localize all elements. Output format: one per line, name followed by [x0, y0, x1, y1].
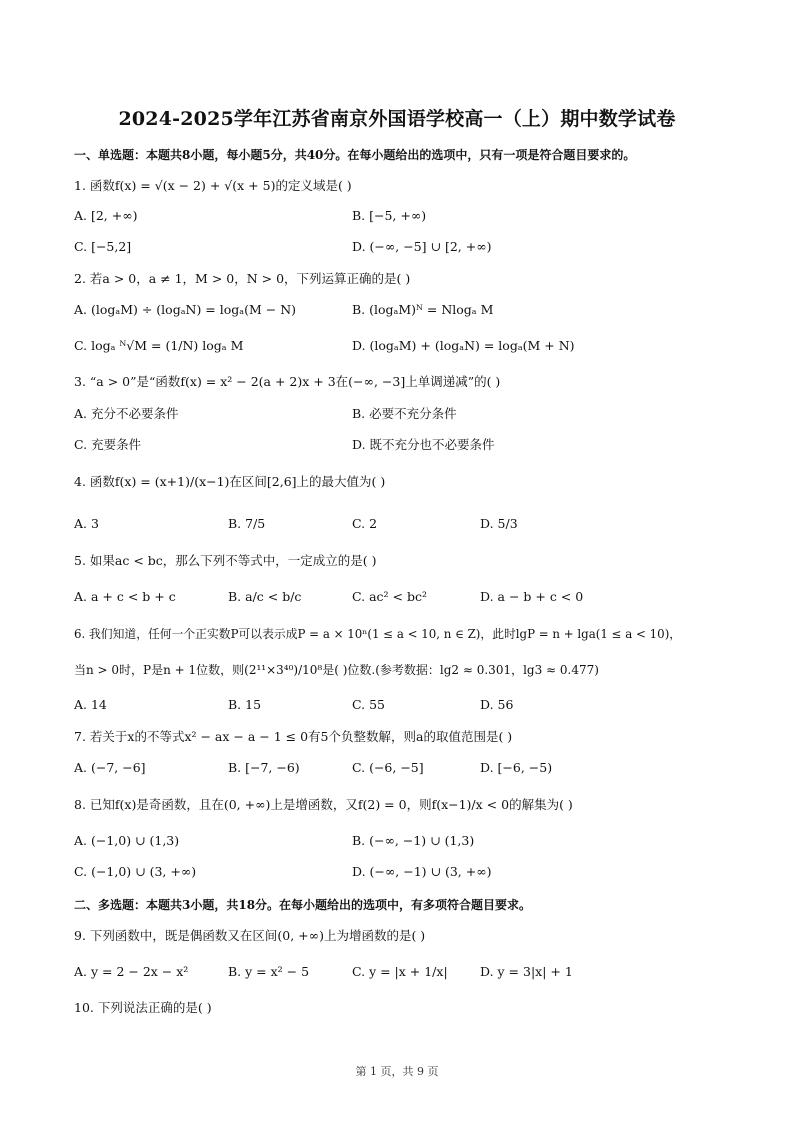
question-2-stem: 2. 若a > 0，a ≠ 1，M > 0，N > 0，下列运算正确的是( ): [74, 271, 411, 286]
question-9-stem: 9. 下列函数中，既是偶函数又在区间(0, +∞)上为增函数的是( ): [74, 928, 426, 943]
question-4-stem: 4. 函数f(x) = (x+1)/(x−1)在区间[2,6]上的最大值为( ): [74, 474, 386, 489]
question-7-option-a: A. (−7, −6]: [74, 760, 146, 775]
question-6-option-d: D. 56: [480, 697, 514, 712]
question-6-stem: 6. 我们知道，任何一个正实数P可以表示成P = a × 10ⁿ(1 ≤ a < 10, n ∈ Z)，此时lgP = n + lga(1 ≤ a < 10)，: [74, 627, 682, 641]
question-8-option-b: B. (−∞, −1) ∪ (1,3): [352, 833, 475, 848]
question-6-option-a: A. 14: [74, 697, 107, 712]
question-5-option-b: B. a/c < b/c: [228, 589, 302, 604]
page-title: 2024-2025学年江苏省南京外国语学校高一（上）期中数学试卷: [118, 108, 676, 130]
question-3-stem: 3. “a > 0”是“函数f(x) = x² − 2(a + 2)x + 3在(−∞, −3]上单调递减”的( ): [74, 374, 501, 389]
question-4-option-d: D. 5/3: [480, 516, 518, 531]
question-7-stem: 7. 若关于x的不等式x² − ax − a − 1 ≤ 0有5个负整数解，则a的取值范围是( ): [74, 729, 513, 744]
question-8-option-c: C. (−1,0) ∪ (3, +∞): [74, 864, 197, 879]
question-10-stem: 10. 下列说法正确的是( ): [74, 1000, 212, 1015]
question-5-option-a: A. a + c < b + c: [74, 589, 176, 604]
question-5-option-d: D. a − b + c < 0: [480, 589, 584, 604]
question-6-option-b: B. 15: [228, 697, 262, 712]
question-3-option-a: A. 充分不必要条件: [74, 406, 179, 421]
question-7-option-b: B. [−7, −6): [228, 760, 300, 775]
section-heading-multiple-choice: 二、多选题：本题共3小题，共18分。在每小题给出的选项中，有多项符合题目要求。: [74, 898, 532, 912]
page-footer: 第 1 页，共 9 页: [355, 1065, 439, 1078]
question-7-option-d: D. [−6, −5): [480, 760, 553, 775]
question-2-option-b: B. (logₐM)ᴺ = Nlogₐ M: [352, 302, 494, 317]
question-3-option-d: D. 既不充分也不必要条件: [352, 437, 495, 452]
question-8-option-d: D. (−∞, −1) ∪ (3, +∞): [352, 864, 492, 879]
question-8-option-a: A. (−1,0) ∪ (1,3): [74, 833, 180, 848]
question-1-option-c: C. [−5,2]: [74, 239, 132, 254]
question-4-option-b: B. 7/5: [228, 516, 266, 531]
question-9-option-b: B. y = x² − 5: [228, 964, 310, 979]
question-1-stem: 1. 函数f(x) = √(x − 2) + √(x + 5)的定义域是( ): [74, 178, 352, 193]
question-6-stem-continued: 当n > 0时，P是n + 1位数，则(2¹¹×3⁴⁰)/10⁸是( )位数.(参考数据：lg2 ≈ 0.301，lg3 ≈ 0.477): [74, 663, 599, 677]
question-2-option-a: A. (logₐM) ÷ (logₐN) = logₐ(M − N): [74, 302, 297, 317]
question-9-option-d: D. y = 3|x| + 1: [480, 964, 573, 979]
question-9-option-c: C. y = |x + 1/x|: [352, 964, 448, 979]
question-3-option-b: B. 必要不充分条件: [352, 406, 457, 421]
question-5-option-c: C. ac² < bc²: [352, 589, 427, 604]
question-2-option-c: C. logₐ ᴺ√M = (1/N) logₐ M: [74, 338, 244, 353]
question-7-option-c: C. (−6, −5]: [352, 760, 424, 775]
question-1-option-b: B. [−5, +∞): [352, 208, 427, 223]
question-3-option-c: C. 充要条件: [74, 437, 142, 452]
question-8-stem: 8. 已知f(x)是奇函数，且在(0, +∞)上是增函数，又f(2) = 0，则f(x−1)/x < 0的解集为( ): [74, 797, 573, 812]
question-1-option-d: D. (−∞, −5] ∪ [2, +∞): [352, 239, 492, 254]
question-6-option-c: C. 55: [352, 697, 385, 712]
question-4-option-c: C. 2: [352, 516, 378, 531]
question-2-option-d: D. (logₐM) + (logₐN) = logₐ(M + N): [352, 338, 575, 353]
question-4-option-a: A. 3: [74, 516, 99, 531]
question-1-option-a: A. [2, +∞): [74, 208, 138, 223]
question-9-option-a: A. y = 2 − 2x − x²: [74, 964, 189, 979]
section-heading-single-choice: 一、单选题：本题共8小题，每小题5分，共40分。在每小题给出的选项中，只有一项是符合题目要求的。: [74, 148, 636, 162]
question-5-stem: 5. 如果ac < bc，那么下列不等式中，一定成立的是( ): [74, 553, 377, 568]
